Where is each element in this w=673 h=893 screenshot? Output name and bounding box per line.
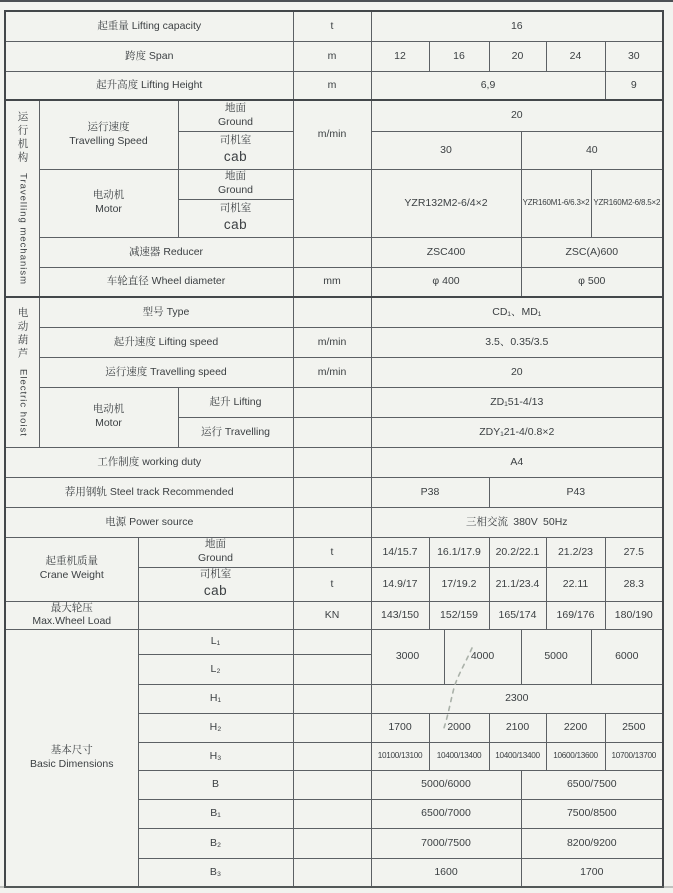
span-value: 12 — [371, 41, 429, 71]
label-en: Ground — [217, 115, 254, 128]
steel-track-label: 荐用钢轨 Steel track Recommended — [5, 477, 293, 507]
hoist-lifting-speed-unit: m/min — [293, 327, 371, 357]
max-wheel-load-value: 169/176 — [546, 601, 605, 629]
dim-H2-sublabel: H₂ — [138, 713, 293, 742]
crane-weight-value: 14/15.7 — [371, 537, 429, 567]
hoist-type-row — [5, 297, 663, 327]
lifting-height-row — [5, 71, 663, 100]
ground-sublabel — [178, 100, 293, 131]
wheel-diameter-unit: mm — [293, 267, 371, 297]
crane-weight-ground-row — [5, 537, 663, 567]
crane-weight-value: 16.1/17.9 — [429, 537, 489, 567]
label-cn: 最大轮压 — [50, 601, 93, 614]
crane-weight-unit: t — [293, 567, 371, 601]
hoist-travelling-speed-row — [5, 357, 663, 387]
hoist-type-unit-empty — [293, 297, 371, 327]
capacity-unit: t — [293, 11, 371, 41]
ground-sublabel — [178, 169, 293, 199]
basic-dimensions-label — [5, 629, 138, 887]
dim-B3-value: 1600 — [371, 858, 521, 887]
label-cn: 基本尺寸 — [50, 744, 93, 757]
power-source-value: 三相交流 380V 50Hz — [371, 507, 663, 537]
dim-B2-value: 8200/9200 — [521, 828, 663, 858]
max-wheel-load-value: 143/150 — [371, 601, 429, 629]
group-label-en: Electric hoist — [17, 369, 29, 438]
dim-H3-value: 10700/13700 — [605, 742, 663, 770]
label-en: Motor — [95, 203, 122, 215]
reducer-value: ZSC400 — [371, 237, 521, 267]
max-wheel-load-value: 165/174 — [489, 601, 546, 629]
span-value: 30 — [605, 41, 663, 71]
dim-B-value: 5000/6000 — [371, 770, 521, 799]
dim-H3-value: 10400/13400 — [429, 742, 489, 770]
span-row — [5, 41, 663, 71]
dim-B1-value: 7500/8500 — [521, 799, 663, 828]
crane-weight-unit: t — [293, 537, 371, 567]
crane-weight-value: 17/19.2 — [429, 567, 489, 601]
span-value: 24 — [546, 41, 605, 71]
travelling-mechanism-group-label — [5, 100, 39, 297]
dim-unit-empty — [293, 654, 371, 684]
span-unit: m — [293, 41, 371, 71]
cab-sublabel — [178, 131, 293, 169]
dim-B-value: 6500/7500 — [521, 770, 663, 799]
hoist-lifting-speed-label: 起升速度 Lifting speed — [39, 327, 293, 357]
travelling-speed-ground-value: 20 — [371, 100, 663, 131]
dim-unit-empty — [293, 713, 371, 742]
travelling-speed-label — [39, 100, 178, 169]
working-duty-row — [5, 447, 663, 477]
cab-sublabel — [138, 567, 293, 601]
dim-H3-value: 10100/13100 — [371, 742, 429, 770]
dim-H2-value: 2500 — [605, 713, 663, 742]
label-en: Travelling Speed — [69, 134, 148, 147]
dim-L2-sublabel: L₂ — [138, 654, 293, 684]
dim-H2-value: 2200 — [546, 713, 605, 742]
span-value: 20 — [489, 41, 546, 71]
label-en: Basic Dimensions — [30, 758, 114, 771]
max-wheel-load-value: 152/159 — [429, 601, 489, 629]
power-source-label: 电源 Power source — [5, 507, 293, 537]
wheel-diameter-value: φ 400 — [371, 267, 521, 297]
label-cn: 电动机 — [92, 189, 125, 202]
hoist-motor-lifting-sublabel: 起升 Lifting — [178, 387, 293, 417]
max-wheel-load-sublabel-empty — [138, 601, 293, 629]
wheel-diameter-label: 车轮直径 Wheel diameter — [39, 267, 293, 297]
label-cn: 司机室 — [199, 568, 232, 581]
label-cn: 电动机 — [92, 403, 125, 416]
label-cn: 地面 — [205, 538, 226, 551]
max-wheel-load-label — [5, 601, 138, 629]
steel-track-value: P43 — [489, 477, 663, 507]
hoist-motor-travelling-unit-empty — [293, 417, 371, 447]
hoist-lifting-speed-row — [5, 327, 663, 357]
hoist-travelling-speed-unit: m/min — [293, 357, 371, 387]
dim-unit-empty — [293, 770, 371, 799]
hoist-travelling-speed-label: 运行速度 Travelling speed — [39, 357, 293, 387]
scan-shadow-line — [0, 886, 673, 888]
power-source-row — [5, 507, 663, 537]
label-en: cab — [223, 217, 248, 233]
crane-weight-value: 14.9/17 — [371, 567, 429, 601]
hoist-motor-label — [39, 387, 178, 447]
dim-H1-sublabel: H₁ — [138, 684, 293, 713]
wheel-diameter-row — [5, 267, 663, 297]
group-label-cn: 运行机构 — [16, 111, 29, 166]
dim-B-sublabel: B — [138, 770, 293, 799]
span-label: 跨度 Span — [5, 41, 293, 71]
dim-L1-row — [5, 629, 663, 654]
reducer-label: 减速器 Reducer — [39, 237, 293, 267]
label-cn: 地面 — [225, 170, 246, 183]
max-wheel-load-value: 180/190 — [605, 601, 663, 629]
steel-track-row — [5, 477, 663, 507]
group-label-en: Travelling mechanism — [17, 173, 29, 286]
hoist-motor-travelling-sublabel: 运行 Travelling — [178, 417, 293, 447]
motor-unit-empty — [293, 169, 371, 237]
dim-unit-empty — [293, 858, 371, 887]
scan-edge-line — [0, 0, 673, 2]
label-en: Motor — [95, 417, 122, 429]
label-en: cab — [203, 583, 228, 599]
max-wheel-load-unit: KN — [293, 601, 371, 629]
capacity-value: 16 — [371, 11, 663, 41]
dim-L-value: 6000 — [591, 629, 663, 684]
label-en: cab — [223, 149, 248, 165]
dim-unit-empty — [293, 799, 371, 828]
hoist-lifting-speed-value: 3.5、0.35/3.5 — [371, 327, 663, 357]
crane-weight-label — [5, 537, 138, 601]
dim-unit-empty — [293, 629, 371, 654]
dim-H3-value: 10400/13400 — [489, 742, 546, 770]
dim-H3-value: 10600/13600 — [546, 742, 605, 770]
crane-spec-table — [4, 10, 664, 888]
crane-weight-value: 21.1/23.4 — [489, 567, 546, 601]
wheel-diameter-value: φ 500 — [521, 267, 663, 297]
working-duty-unit-empty — [293, 447, 371, 477]
hoist-motor-lifting-value: ZD₁51-4/13 — [371, 387, 663, 417]
dim-unit-empty — [293, 742, 371, 770]
dim-B3-sublabel: B₃ — [138, 858, 293, 887]
travelling-speed-unit: m/min — [293, 100, 371, 169]
travelling-speed-cab-value: 30 — [371, 131, 521, 169]
crane-weight-value: 28.3 — [605, 567, 663, 601]
reducer-value: ZSC(A)600 — [521, 237, 663, 267]
label-en: Max.Wheel Load — [32, 615, 112, 628]
motor-ground-row — [5, 169, 663, 199]
hoist-travelling-speed-value: 20 — [371, 357, 663, 387]
dim-L-value: 4000 — [444, 629, 521, 684]
crane-weight-value: 22.11 — [546, 567, 605, 601]
label-cn: 司机室 — [219, 134, 252, 147]
reducer-unit-empty — [293, 237, 371, 267]
label-en: Ground — [217, 184, 254, 196]
hoist-motor-travelling-value: ZDY₁21-4/0.8×2 — [371, 417, 663, 447]
label-en: Ground — [197, 552, 234, 564]
label-cn: 起重机质量 — [45, 555, 98, 568]
crane-weight-value: 20.2/22.1 — [489, 537, 546, 567]
motor-label — [39, 169, 178, 237]
working-duty-value: A4 — [371, 447, 663, 477]
dim-unit-empty — [293, 684, 371, 713]
dim-H1-value: 2300 — [371, 684, 663, 713]
travelling-speed-ground-row — [5, 100, 663, 131]
group-label-cn: 电动葫芦 — [16, 307, 29, 362]
dim-unit-empty — [293, 828, 371, 858]
reducer-row — [5, 237, 663, 267]
motor-model-value: YZR132M2-6/4×2 — [371, 169, 521, 237]
working-duty-label: 工作制度 working duty — [5, 447, 293, 477]
dim-H2-value: 2000 — [429, 713, 489, 742]
dim-B1-value: 6500/7000 — [371, 799, 521, 828]
hoist-motor-lifting-unit-empty — [293, 387, 371, 417]
label-cn: 运行速度 — [87, 121, 130, 134]
dim-L-value: 3000 — [371, 629, 444, 684]
label-cn: 司机室 — [219, 202, 252, 215]
label-en: Crane Weight — [39, 569, 104, 581]
dim-B1-sublabel: B₁ — [138, 799, 293, 828]
lifting-height-unit: m — [293, 71, 371, 100]
span-value: 16 — [429, 41, 489, 71]
power-source-unit-empty — [293, 507, 371, 537]
steel-track-value: P38 — [371, 477, 489, 507]
motor-model-value: YZR160M1-6/6.3×2 — [521, 169, 591, 237]
dim-L1-sublabel: L₁ — [138, 629, 293, 654]
hoist-type-value: CD₁、MD₁ — [371, 297, 663, 327]
dim-B2-value: 7000/7500 — [371, 828, 521, 858]
hoist-motor-lifting-row — [5, 387, 663, 417]
lifting-height-label: 起升高度 Lifting Height — [5, 71, 293, 100]
capacity-label: 起重量 Lifting capacity — [5, 11, 293, 41]
crane-weight-value: 27.5 — [605, 537, 663, 567]
cab-sublabel — [178, 199, 293, 237]
dim-H2-value: 2100 — [489, 713, 546, 742]
steel-track-unit-empty — [293, 477, 371, 507]
max-wheel-load-row — [5, 601, 663, 629]
dim-H2-value: 1700 — [371, 713, 429, 742]
travelling-speed-cab-value: 40 — [521, 131, 663, 169]
lifting-height-value: 6,9 — [371, 71, 605, 100]
hoist-type-label: 型号 Type — [39, 297, 293, 327]
label-cn: 地面 — [225, 102, 246, 115]
capacity-row — [5, 11, 663, 41]
dim-B2-sublabel: B₂ — [138, 828, 293, 858]
dim-L-value: 5000 — [521, 629, 591, 684]
dim-B3-value: 1700 — [521, 858, 663, 887]
crane-weight-value: 21.2/23 — [546, 537, 605, 567]
motor-model-value: YZR160M2-6/8.5×2 — [591, 169, 663, 237]
lifting-height-value-last: 9 — [605, 71, 663, 100]
dim-H3-sublabel: H₃ — [138, 742, 293, 770]
ground-sublabel — [138, 537, 293, 567]
electric-hoist-group-label — [5, 297, 39, 447]
